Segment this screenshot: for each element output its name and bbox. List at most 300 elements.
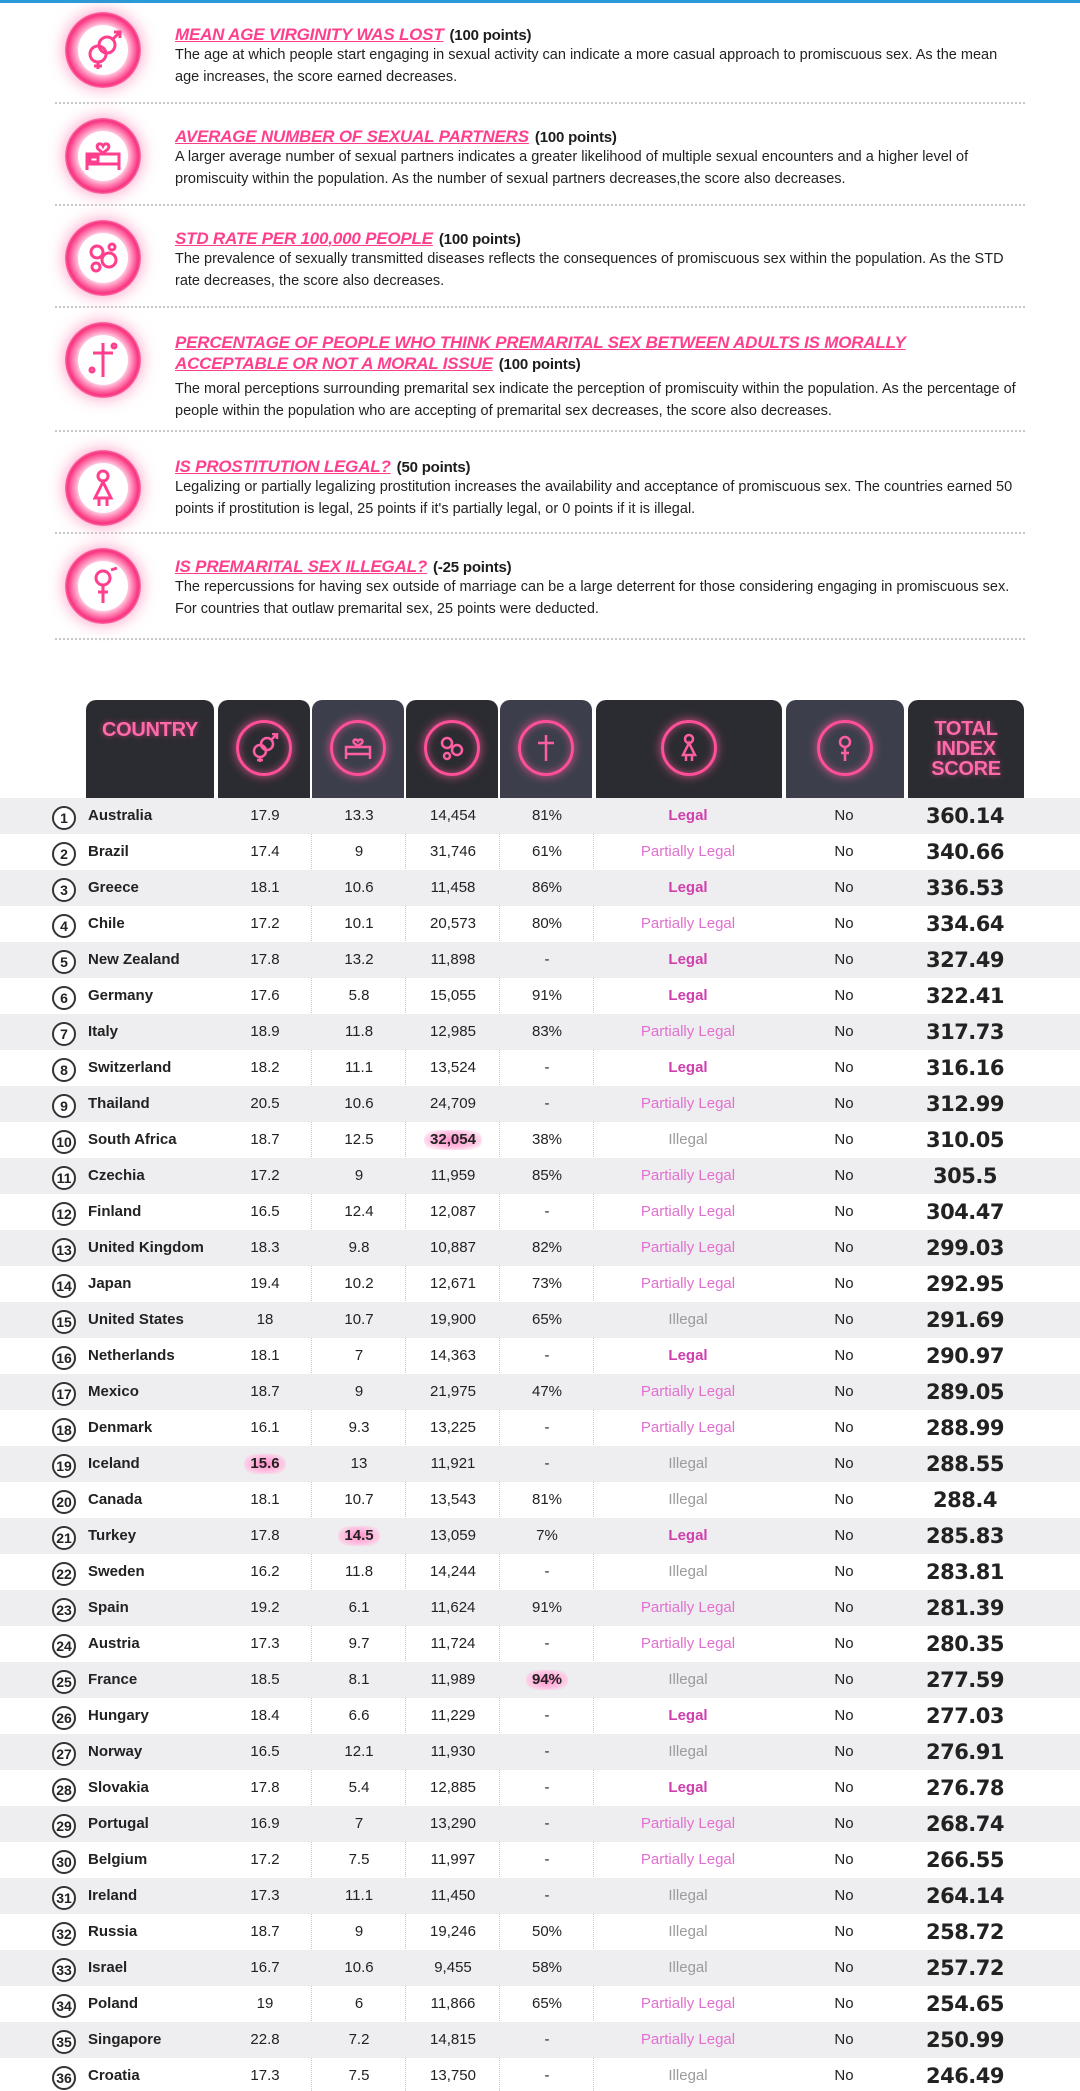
highlighted-value: 94% — [526, 1670, 568, 1690]
premarital-illegal-value: No — [834, 1707, 854, 1724]
std-rate-value: 11,724 — [430, 1635, 476, 1652]
sexual-partners-value: 10.6 — [344, 1095, 374, 1112]
virginity-age-value: 17.2 — [250, 1851, 280, 1868]
table-row — [0, 1266, 1080, 1302]
rank-badge: 22 — [52, 1562, 76, 1586]
total-score-value: 360.14 — [925, 804, 1005, 828]
rank-badge: 20 — [52, 1490, 76, 1514]
virus-icon — [424, 720, 480, 776]
virginity-age-value: 18.1 — [250, 1347, 280, 1364]
prostitution-status: Partially Legal — [640, 843, 736, 860]
premarital-acceptance-value: 38% — [531, 1131, 563, 1148]
table-row — [0, 1662, 1080, 1698]
premarital-acceptance-value: 73% — [531, 1275, 563, 1292]
premarital-illegal-value: No — [834, 951, 854, 968]
prostitution-status: Legal — [668, 1779, 708, 1796]
table-row — [0, 1338, 1080, 1374]
header-total-label: TOTAL INDEX SCORE — [931, 718, 1001, 780]
std-rate-value: 14,244 — [430, 1563, 476, 1580]
total-score-value: 288.99 — [925, 1416, 1005, 1440]
premarital-acceptance-value: 80% — [531, 915, 563, 932]
virginity-age-value: 18.2 — [250, 1059, 280, 1076]
premarital-acceptance-value: 81% — [531, 807, 563, 824]
std-rate-value: 31,746 — [430, 843, 476, 860]
premarital-illegal-value: No — [834, 1887, 854, 1904]
header-premarital-acceptance — [500, 700, 592, 798]
table-row — [0, 1014, 1080, 1050]
rank-badge: 10 — [52, 1130, 76, 1154]
prostitution-status: Partially Legal — [640, 915, 736, 932]
total-score-value: 291.69 — [925, 1308, 1005, 1332]
table-row — [0, 870, 1080, 906]
criterion-title: IS PREMARITAL SEX ILLEGAL? (-25 points) — [175, 557, 512, 576]
sexual-partners-value: 9 — [354, 1383, 364, 1400]
virginity-age-value: 18.7 — [250, 1923, 280, 1940]
table-row — [0, 1806, 1080, 1842]
rank-badge: 19 — [52, 1454, 76, 1478]
premarital-acceptance-value: 65% — [531, 1995, 563, 2012]
rank-badge: 3 — [52, 878, 76, 902]
total-score-value: 290.97 — [925, 1344, 1005, 1368]
country-name: New Zealand — [88, 951, 180, 968]
std-rate-value: 15,055 — [430, 987, 476, 1004]
std-rate-value: 11,930 — [430, 1743, 476, 1760]
premarital-illegal-value: No — [834, 1851, 854, 1868]
premarital-illegal-value: No — [834, 987, 854, 1004]
table-row — [0, 1986, 1080, 2022]
criterion-description: The moral perceptions surrounding premarital sex indicate the perception of promiscuity within the population. As the percentage of people within the population who are accepting of premarital sex decreases, the score also decreases. — [175, 381, 1016, 419]
premarital-illegal-value: No — [834, 1527, 854, 1544]
total-score-value: 316.16 — [925, 1056, 1005, 1080]
premarital-acceptance-value: - — [544, 1455, 550, 1472]
virginity-age-value: 18.5 — [250, 1671, 280, 1688]
premarital-illegal-value: No — [834, 1023, 854, 1040]
total-score-value: 340.66 — [925, 840, 1005, 864]
sexual-partners-value: 9 — [354, 1167, 364, 1184]
total-score-value: 246.49 — [925, 2064, 1005, 2088]
criterion-premarital-illegal — [55, 540, 1025, 640]
sexual-partners-value: 7 — [354, 1347, 364, 1364]
bed-hearts-icon — [65, 118, 141, 194]
total-score-value: 281.39 — [925, 1596, 1005, 1620]
std-rate-value: 24,709 — [430, 1095, 476, 1112]
rank-badge: 27 — [52, 1742, 76, 1766]
total-score-value: 312.99 — [925, 1092, 1005, 1116]
premarital-illegal-value: No — [834, 1347, 854, 1364]
premarital-illegal-value: No — [834, 1959, 854, 1976]
sexual-partners-value: 5.4 — [348, 1779, 370, 1796]
table-row — [0, 1878, 1080, 1914]
rank-badge: 6 — [52, 986, 76, 1010]
sexual-partners-value: 12.4 — [344, 1203, 374, 1220]
rank-badge: 12 — [52, 1202, 76, 1226]
virginity-age-value: 22.8 — [250, 2031, 280, 2048]
country-name: United States — [88, 1311, 184, 1328]
country-name: Netherlands — [88, 1347, 175, 1364]
sexual-partners-value: 11.8 — [344, 1023, 374, 1040]
premarital-illegal-value: No — [834, 1059, 854, 1076]
total-score-value: 277.03 — [925, 1704, 1005, 1728]
country-name: Canada — [88, 1491, 143, 1508]
rank-badge: 31 — [52, 1886, 76, 1910]
std-rate-value: 21,975 — [430, 1383, 476, 1400]
std-rate-value: 14,815 — [430, 2031, 476, 2048]
prostitution-status: Partially Legal — [640, 1635, 736, 1652]
total-score-value: 288.4 — [933, 1488, 997, 1512]
total-score-value: 283.81 — [925, 1560, 1005, 1584]
std-rate-value: 11,866 — [430, 1995, 476, 2012]
rank-badge: 25 — [52, 1670, 76, 1694]
premarital-acceptance-value: - — [544, 1779, 550, 1796]
prostitution-status: Illegal — [668, 2067, 708, 2084]
country-name: Turkey — [88, 1527, 137, 1544]
rank-badge: 7 — [52, 1022, 76, 1046]
std-rate-value: 14,454 — [430, 807, 476, 824]
premarital-illegal-value: No — [834, 807, 854, 824]
country-name: Finland — [88, 1203, 142, 1220]
premarital-illegal-value: No — [834, 1239, 854, 1256]
std-rate-value: 11,997 — [430, 1851, 476, 1868]
premarital-acceptance-value: - — [544, 1635, 550, 1652]
prostitution-status: Partially Legal — [640, 2031, 736, 2048]
std-rate-value: 13,750 — [430, 2067, 476, 2084]
criterion-description: The repercussions for having sex outside of marriage can be a large deterrent for those considering engaging in promiscuous sex. For countries that outlaw premarital sex, 25 points were deducted. — [175, 579, 1010, 617]
sexual-partners-value: 5.8 — [348, 987, 370, 1004]
total-score-value: 310.05 — [925, 1128, 1005, 1152]
prostitution-status: Partially Legal — [640, 1095, 736, 1112]
virginity-age-value: 18.7 — [250, 1383, 280, 1400]
country-name: Slovakia — [88, 1779, 149, 1796]
virginity-age-value: 20.5 — [250, 1095, 280, 1112]
sexual-partners-value: 12.5 — [344, 1131, 374, 1148]
premarital-acceptance-value: 65% — [531, 1311, 563, 1328]
prostitution-status: Illegal — [668, 1131, 708, 1148]
premarital-acceptance-value: - — [544, 1743, 550, 1760]
rank-badge: 24 — [52, 1634, 76, 1658]
virus-icon — [65, 220, 141, 296]
header-sexual-partners — [312, 700, 404, 798]
country-name: Belgium — [88, 1851, 148, 1868]
country-name: Sweden — [88, 1563, 145, 1580]
prostitution-status: Illegal — [668, 1563, 708, 1580]
prostitution-status: Partially Legal — [640, 1239, 736, 1256]
premarital-acceptance-value: - — [544, 1203, 550, 1220]
prostitution-status: Illegal — [668, 1671, 708, 1688]
prostitution-status: Legal — [668, 807, 708, 824]
criterion-title: AVERAGE NUMBER OF SEXUAL PARTNERS (100 points) — [175, 127, 617, 146]
rank-badge: 13 — [52, 1238, 76, 1262]
sexual-partners-value: 13.2 — [344, 951, 374, 968]
scoring-criteria — [0, 8, 1080, 638]
rank-badge: 5 — [52, 950, 76, 974]
highlighted-value: 32,054 — [424, 1130, 482, 1150]
prostitution-status: Illegal — [668, 1887, 708, 1904]
rank-badge: 18 — [52, 1418, 76, 1442]
prostitution-status: Partially Legal — [640, 1599, 736, 1616]
virginity-age-value: 16.5 — [250, 1203, 280, 1220]
top-accent-line — [0, 0, 1080, 3]
std-rate-value: 11,458 — [430, 879, 476, 896]
virginity-age-value: 17.9 — [250, 807, 280, 824]
country-name: Austria — [88, 1635, 140, 1652]
prostitution-status: Partially Legal — [640, 1023, 736, 1040]
premarital-acceptance-value: 83% — [531, 1023, 563, 1040]
std-rate-value: 13,290 — [430, 1815, 476, 1832]
highlighted-value: 15.6 — [244, 1454, 285, 1474]
gavel-gender-icon — [65, 548, 141, 624]
premarital-illegal-value: No — [834, 2031, 854, 2048]
total-score-value: 336.53 — [925, 876, 1005, 900]
premarital-illegal-value: No — [834, 1743, 854, 1760]
table-row — [0, 1158, 1080, 1194]
rank-badge: 11 — [52, 1166, 76, 1190]
rank-badge: 21 — [52, 1526, 76, 1550]
woman-icon — [65, 450, 141, 526]
country-name: Denmark — [88, 1419, 153, 1436]
premarital-acceptance-value: 81% — [531, 1491, 563, 1508]
rank-badge: 34 — [52, 1994, 76, 2018]
premarital-illegal-value: No — [834, 1923, 854, 1940]
table-row — [0, 942, 1080, 978]
total-score-value: 266.55 — [925, 1848, 1005, 1872]
virginity-age-value: 17.8 — [250, 1779, 280, 1796]
premarital-acceptance-value: 50% — [531, 1923, 563, 1940]
divider — [55, 532, 1025, 534]
prostitution-status: Legal — [668, 951, 708, 968]
premarital-illegal-value: No — [834, 1419, 854, 1436]
std-rate-value: 13,059 — [430, 1527, 476, 1544]
virginity-age-value: 17.2 — [250, 1167, 280, 1184]
rank-badge: 30 — [52, 1850, 76, 1874]
premarital-illegal-value: No — [834, 1311, 854, 1328]
virginity-age-value: 17.4 — [250, 843, 280, 860]
prostitution-status: Partially Legal — [640, 1419, 736, 1436]
divider — [55, 430, 1025, 432]
std-rate-value: 19,900 — [430, 1311, 476, 1328]
total-score-value: 299.03 — [925, 1236, 1005, 1260]
std-rate-value: 11,921 — [430, 1455, 476, 1472]
sexual-partners-value: 8.1 — [348, 1671, 370, 1688]
std-rate-value: 13,225 — [430, 1419, 476, 1436]
header-virginity-age — [218, 700, 310, 798]
virginity-age-value: 17.3 — [250, 2067, 280, 2084]
sexual-partners-value: 13.3 — [344, 807, 374, 824]
highlighted-value: 14.5 — [338, 1526, 379, 1546]
virginity-age-value: 17.8 — [250, 951, 280, 968]
sexual-partners-value: 9.7 — [348, 1635, 370, 1652]
sexual-partners-value: 10.1 — [344, 915, 374, 932]
country-name: Spain — [88, 1599, 129, 1616]
table-row — [0, 2058, 1080, 2091]
country-name: Poland — [88, 1995, 139, 2012]
bed-hearts-icon — [330, 720, 386, 776]
total-score-value: 268.74 — [925, 1812, 1005, 1836]
prostitution-status: Illegal — [668, 1491, 708, 1508]
prostitution-status: Partially Legal — [640, 1383, 736, 1400]
criterion-description: Legalizing or partially legalizing prostitution increases the availability and acceptance of promiscuous sex. The countries earned 50 points if prostitution is legal, 25 points if it's partially legal, or 0 points if it is illegal. — [175, 479, 1013, 517]
table-row — [0, 1050, 1080, 1086]
total-score-value: 264.14 — [925, 1884, 1005, 1908]
total-score-value: 288.55 — [925, 1452, 1005, 1476]
rank-badge: 15 — [52, 1310, 76, 1334]
sexual-partners-value: 7.5 — [348, 2067, 370, 2084]
sexual-partners-value — [312, 1518, 406, 1554]
premarital-illegal-value: No — [834, 1167, 854, 1184]
premarital-illegal-value: No — [834, 879, 854, 896]
country-name: South Africa — [88, 1131, 177, 1148]
virginity-age-value: 16.9 — [250, 1815, 280, 1832]
total-score-value: 276.91 — [925, 1740, 1005, 1764]
prostitution-status: Partially Legal — [640, 1275, 736, 1292]
criterion-title: PERCENTAGE OF PEOPLE WHO THINK PREMARITAL SEX BETWEEN ADULTS IS MORALLY — [175, 333, 906, 352]
gender-symbols-icon — [236, 720, 292, 776]
country-name: Chile — [88, 915, 125, 932]
std-rate-value: 13,543 — [430, 1491, 476, 1508]
country-name: Mexico — [88, 1383, 139, 1400]
virginity-age-value: 18.3 — [250, 1239, 280, 1256]
premarital-illegal-value: No — [834, 1491, 854, 1508]
divider — [55, 102, 1025, 104]
virginity-age-value: 18.1 — [250, 879, 280, 896]
table-row — [0, 1122, 1080, 1158]
prostitution-status: Legal — [668, 1347, 708, 1364]
country-name: Israel — [88, 1959, 128, 1976]
virginity-age-value: 17.6 — [250, 987, 280, 1004]
std-rate-value: 14,363 — [430, 1347, 476, 1364]
sexual-partners-value: 12.1 — [344, 1743, 374, 1760]
premarital-illegal-value: No — [834, 915, 854, 932]
header-premarital-illegal — [786, 700, 904, 798]
rank-badge: 35 — [52, 2030, 76, 2054]
premarital-acceptance-value: - — [544, 1851, 550, 1868]
prostitution-status: Partially Legal — [640, 1815, 736, 1832]
prostitution-status: Legal — [668, 1707, 708, 1724]
country-name: Portugal — [88, 1815, 149, 1832]
table-row — [0, 798, 1080, 834]
total-score-value: 280.35 — [925, 1632, 1005, 1656]
premarital-acceptance-value: - — [544, 2031, 550, 2048]
country-name: Greece — [88, 879, 139, 896]
sexual-partners-value: 11.1 — [344, 1059, 374, 1076]
premarital-acceptance-value — [500, 1662, 594, 1698]
woman-icon — [661, 720, 717, 776]
std-rate-value: 11,898 — [430, 951, 476, 968]
criterion-description: A larger average number of sexual partners indicates a greater likelihood of multiple sexual encounters and a higher level of promiscuity within the population. As the number of sexual partners decreases,the score also decreases. — [175, 149, 969, 187]
std-rate-value: 12,087 — [430, 1203, 476, 1220]
divider — [55, 638, 1025, 640]
premarital-illegal-value: No — [834, 843, 854, 860]
country-name: United Kingdom — [88, 1239, 204, 1256]
virginity-age-value: 18.1 — [250, 1491, 280, 1508]
total-score-value: 317.73 — [925, 1020, 1005, 1044]
country-name: Brazil — [88, 843, 129, 860]
premarital-acceptance-value: 47% — [531, 1383, 563, 1400]
rank-badge: 23 — [52, 1598, 76, 1622]
divider — [55, 204, 1025, 206]
virginity-age-value: 17.3 — [250, 1887, 280, 1904]
table-row — [0, 1770, 1080, 1806]
criterion-title-continued: ACCEPTABLE OR NOT A MORAL ISSUE (100 points) — [175, 354, 581, 373]
sexual-partners-value: 9 — [354, 1923, 364, 1940]
std-rate-value — [406, 1122, 500, 1158]
country-name: Czechia — [88, 1167, 145, 1184]
table-row — [0, 1194, 1080, 1230]
std-rate-value: 12,671 — [430, 1275, 476, 1292]
rank-badge: 28 — [52, 1778, 76, 1802]
premarital-acceptance-value: 82% — [531, 1239, 563, 1256]
total-score-value: 292.95 — [925, 1272, 1005, 1296]
country-name: Singapore — [88, 2031, 162, 2048]
premarital-illegal-value: No — [834, 1563, 854, 1580]
header-std-rate — [406, 700, 498, 798]
virginity-age-value: 17.8 — [250, 1527, 280, 1544]
premarital-acceptance-value: 61% — [531, 843, 563, 860]
table-row — [0, 1698, 1080, 1734]
rank-badge: 17 — [52, 1382, 76, 1406]
rank-badge: 29 — [52, 1814, 76, 1838]
prostitution-status: Legal — [668, 987, 708, 1004]
table-row — [0, 1374, 1080, 1410]
sexual-partners-value: 9.8 — [348, 1239, 370, 1256]
country-name: Norway — [88, 1743, 143, 1760]
prostitution-status: Partially Legal — [640, 1167, 736, 1184]
gender-symbols-icon — [65, 12, 141, 88]
prostitution-status: Legal — [668, 1059, 708, 1076]
premarital-illegal-value: No — [834, 1131, 854, 1148]
std-rate-value: 13,524 — [430, 1059, 476, 1076]
sexual-partners-value: 6.1 — [348, 1599, 370, 1616]
total-score-value: 289.05 — [925, 1380, 1005, 1404]
total-score-value: 276.78 — [925, 1776, 1005, 1800]
premarital-acceptance-value: - — [544, 1563, 550, 1580]
header-total-score — [908, 700, 1024, 798]
table-row — [0, 1518, 1080, 1554]
rank-badge: 36 — [52, 2066, 76, 2090]
table-header — [0, 700, 1080, 798]
premarital-acceptance-value: - — [544, 1707, 550, 1724]
sexual-partners-value: 10.7 — [344, 1311, 374, 1328]
virginity-age-value: 16.5 — [250, 1743, 280, 1760]
total-score-value: 258.72 — [925, 1920, 1005, 1944]
table-row — [0, 834, 1080, 870]
prostitution-status: Illegal — [668, 1923, 708, 1940]
table-row — [0, 1410, 1080, 1446]
premarital-acceptance-value: - — [544, 1887, 550, 1904]
virginity-age-value: 16.2 — [250, 1563, 280, 1580]
virginity-age-value: 18.9 — [250, 1023, 280, 1040]
std-rate-value: 20,573 — [430, 915, 476, 932]
premarital-acceptance-value: 86% — [531, 879, 563, 896]
premarital-acceptance-value: 91% — [531, 1599, 563, 1616]
table-row — [0, 2022, 1080, 2058]
premarital-illegal-value: No — [834, 1599, 854, 1616]
virginity-age-value: 17.2 — [250, 915, 280, 932]
table-row — [0, 906, 1080, 942]
criterion-description: The age at which people start engaging in sexual activity can indicate a more casual approach to promiscuous sex. As the mean age increases, the score earned decreases. — [175, 47, 998, 85]
total-score-value: 257.72 — [925, 1956, 1005, 1980]
rank-badge: 2 — [52, 842, 76, 866]
total-score-value: 285.83 — [925, 1524, 1005, 1548]
std-rate-value: 19,246 — [430, 1923, 476, 1940]
virginity-age-value: 18 — [256, 1311, 274, 1328]
sexual-partners-value: 7.2 — [348, 2031, 370, 2048]
prostitution-status: Partially Legal — [640, 1851, 736, 1868]
total-score-value: 327.49 — [925, 948, 1005, 972]
rank-badge: 16 — [52, 1346, 76, 1370]
total-score-value: 334.64 — [925, 912, 1005, 936]
header-country — [86, 700, 214, 798]
premarital-illegal-value: No — [834, 2067, 854, 2084]
